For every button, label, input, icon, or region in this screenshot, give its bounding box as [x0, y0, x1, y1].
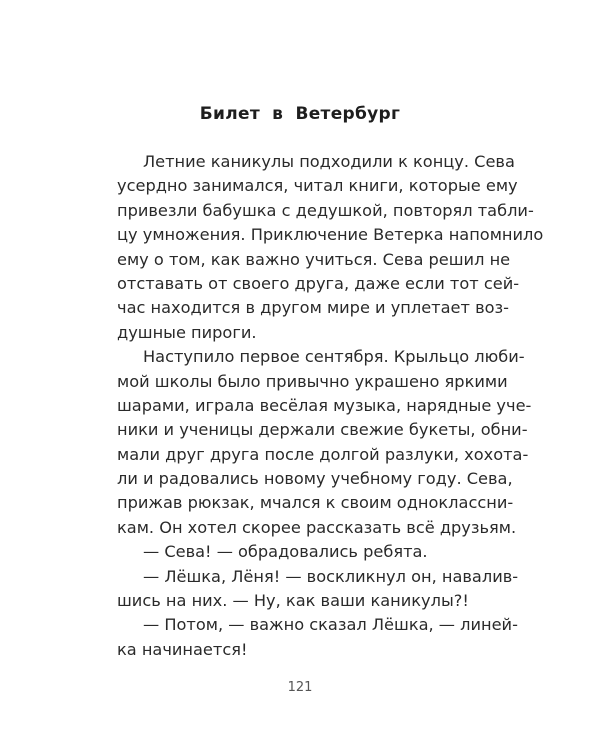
text-line: кам. Он хотел скорее рассказать всё друзьям.	[117, 517, 517, 537]
text-line: ему о том, как важно учиться. Сева решил не	[117, 249, 511, 269]
paragraph	[117, 150, 544, 345]
text-line: цу умножения. Приключение Ветерка напомнило	[117, 225, 544, 245]
text-line: душные пироги.	[117, 322, 257, 342]
paragraph	[117, 345, 532, 540]
text-line: усердно занимался, читал книги, которые ему	[117, 176, 518, 196]
text-line: прижав рюкзак, мчался к своим одноклассни-	[117, 493, 514, 513]
paragraph	[117, 540, 485, 564]
text-line: Летние каникулы подходили к концу. Сева	[143, 152, 515, 171]
text-line: ники и ученицы держали свежие букеты, обни-	[117, 420, 528, 440]
chapter-text	[117, 150, 544, 662]
text-line: привезли бабушка с дедушкой, повторял табли-	[117, 200, 534, 220]
text-line: — Сева! — обрадовались ребята.	[143, 542, 428, 562]
text-line: — Потом, — важно сказал Лёшка, — линей-	[143, 615, 518, 635]
text-line: час находится в другом мире и уплетает воз-	[117, 298, 509, 318]
page-number: 121	[287, 680, 313, 695]
text-line: — Лёшка, Лёня! — воскликнул он, навалив-	[143, 566, 519, 586]
text-line: Наступило первое сентября. Крыльцо люби-	[143, 347, 525, 367]
text-line: отставать от своего друга, даже если тот сей-	[117, 273, 520, 293]
text-line: ка начинается!	[117, 639, 248, 659]
text-line: шарами, играла весёлая музыка, нарядные уче-	[117, 395, 532, 415]
text-line: мой школы было привычно украшено яркими	[117, 371, 508, 391]
paragraph	[117, 565, 519, 614]
chapter-title: Билет в Ветербург	[199, 104, 401, 124]
text-line: мали друг друга после долгой разлуки, хохота-	[117, 444, 529, 464]
text-line: шись на них. — Ну, как ваши каникулы?!	[117, 591, 469, 611]
paragraph	[117, 613, 518, 662]
text-line: ли и радовались новому учебному году. Сева,	[117, 469, 513, 489]
